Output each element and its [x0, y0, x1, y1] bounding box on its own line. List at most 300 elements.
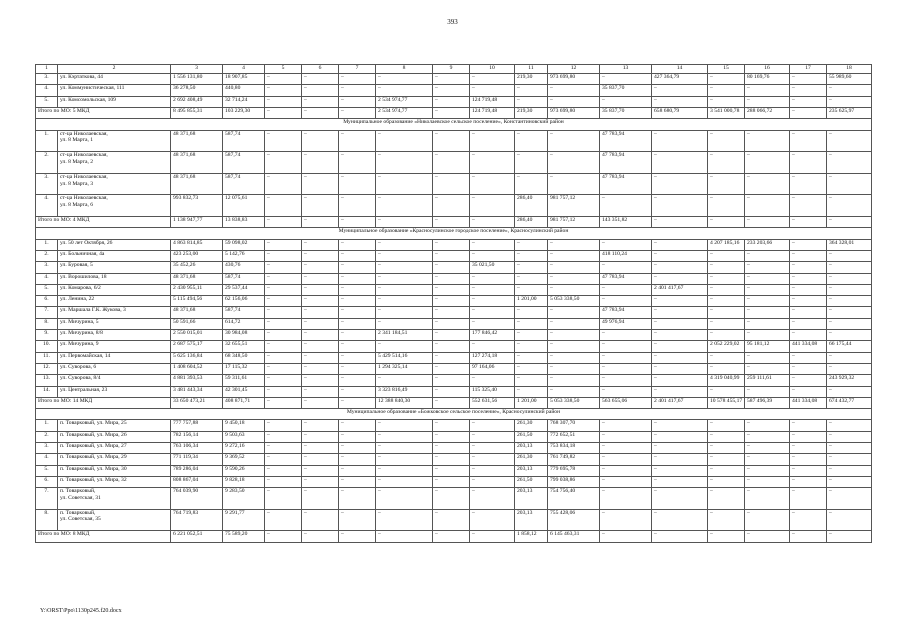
- value-cell: 3 481 443,34: [171, 386, 223, 397]
- value-cell: 779 695,78: [548, 465, 600, 476]
- value-cell: –: [745, 262, 790, 273]
- value-cell: –: [708, 195, 745, 217]
- address-cell: ул. Буровая, 5: [58, 262, 171, 273]
- row-number-cell: 7.: [36, 307, 58, 318]
- value-cell: –: [827, 531, 872, 542]
- value-cell: 219,30: [515, 74, 548, 85]
- table-row: [36, 296, 872, 307]
- value-cell: –: [708, 476, 745, 487]
- value-cell: –: [265, 152, 302, 174]
- value-cell: –: [827, 152, 872, 174]
- value-cell: –: [265, 74, 302, 85]
- value-cell: –: [265, 420, 302, 431]
- value-cell: –: [339, 386, 376, 397]
- value-cell: –: [339, 363, 376, 374]
- value-cell: –: [745, 420, 790, 431]
- value-cell: –: [652, 476, 708, 487]
- address-cell: п. Товарковый, ул. Мира, 26: [58, 431, 171, 442]
- value-cell: 441 334,08: [790, 341, 827, 352]
- value-cell: –: [548, 130, 600, 152]
- address-cell: п. Товарковый, ул. Мира, 27: [58, 442, 171, 453]
- value-cell: 614,72: [223, 318, 265, 329]
- value-cell: –: [652, 239, 708, 250]
- value-cell: –: [745, 195, 790, 217]
- value-cell: –: [790, 284, 827, 295]
- value-cell: –: [652, 488, 708, 510]
- value-cell: –: [302, 431, 339, 442]
- column-number-cell: 15: [708, 65, 745, 74]
- value-cell: –: [376, 454, 433, 465]
- value-cell: –: [745, 85, 790, 96]
- value-cell: –: [433, 284, 470, 295]
- value-cell: –: [708, 442, 745, 453]
- row-number-cell: 4.: [36, 454, 58, 465]
- value-cell: –: [652, 85, 708, 96]
- value-cell: 763 106,34: [171, 442, 223, 453]
- value-cell: –: [652, 217, 708, 228]
- row-number-cell: 11.: [36, 352, 58, 363]
- row-number-cell: 3.: [36, 74, 58, 85]
- value-cell: –: [376, 488, 433, 510]
- value-cell: –: [433, 85, 470, 96]
- value-cell: –: [302, 85, 339, 96]
- value-cell: –: [376, 341, 433, 352]
- value-cell: –: [790, 420, 827, 431]
- value-cell: –: [433, 352, 470, 363]
- value-cell: 1 201,00: [515, 397, 548, 408]
- table-row: [36, 195, 872, 217]
- value-cell: –: [745, 130, 790, 152]
- value-cell: –: [265, 318, 302, 329]
- value-cell: –: [548, 375, 600, 386]
- column-number-cell: 6: [302, 65, 339, 74]
- table-row: [36, 239, 872, 250]
- value-cell: –: [470, 152, 515, 174]
- value-cell: –: [265, 96, 302, 107]
- value-cell: 286,40: [515, 195, 548, 217]
- value-cell: –: [265, 363, 302, 374]
- value-cell: –: [708, 420, 745, 431]
- value-cell: 48 371,68: [171, 173, 223, 195]
- value-cell: 658 680,79: [652, 108, 708, 119]
- value-cell: –: [470, 130, 515, 152]
- value-cell: –: [708, 273, 745, 284]
- value-cell: –: [827, 476, 872, 487]
- value-cell: –: [548, 85, 600, 96]
- value-cell: –: [470, 85, 515, 96]
- value-cell: 95 181,12: [745, 341, 790, 352]
- value-cell: –: [548, 152, 600, 174]
- value-cell: –: [827, 352, 872, 363]
- value-cell: –: [376, 273, 433, 284]
- value-cell: –: [470, 250, 515, 261]
- value-cell: 203,13: [515, 488, 548, 510]
- value-cell: –: [339, 318, 376, 329]
- value-cell: –: [265, 454, 302, 465]
- address-cell: ул. Коммунистическая, 111: [58, 85, 171, 96]
- value-cell: 2 430 955,11: [171, 284, 223, 295]
- value-cell: –: [376, 152, 433, 174]
- value-cell: 10 578 455,17: [708, 397, 745, 408]
- column-number-cell: 11: [515, 65, 548, 74]
- value-cell: –: [433, 375, 470, 386]
- value-cell: –: [652, 531, 708, 542]
- value-cell: –: [339, 420, 376, 431]
- value-cell: –: [827, 130, 872, 152]
- value-cell: –: [708, 330, 745, 341]
- column-number-cell: 7: [339, 65, 376, 74]
- address-cell: ул. Кэртаткова, 44: [58, 74, 171, 85]
- value-cell: –: [652, 509, 708, 531]
- value-cell: –: [600, 284, 652, 295]
- value-cell: 587,74: [223, 273, 265, 284]
- value-cell: –: [433, 397, 470, 408]
- value-cell: –: [302, 296, 339, 307]
- section-heading: Муниципальное образование «Николаевское сельское поселение», Константиновский район: [36, 119, 872, 130]
- value-cell: –: [652, 352, 708, 363]
- row-number-cell: 5.: [36, 96, 58, 107]
- value-cell: –: [515, 250, 548, 261]
- value-cell: –: [652, 330, 708, 341]
- value-cell: –: [339, 330, 376, 341]
- table-row: [36, 330, 872, 341]
- value-cell: –: [652, 454, 708, 465]
- value-cell: –: [827, 195, 872, 217]
- value-cell: –: [745, 442, 790, 453]
- value-cell: –: [265, 509, 302, 531]
- value-cell: –: [515, 262, 548, 273]
- value-cell: –: [515, 284, 548, 295]
- table-row: [36, 262, 872, 273]
- value-cell: 35 837,70: [600, 85, 652, 96]
- value-cell: –: [745, 173, 790, 195]
- value-cell: –: [376, 262, 433, 273]
- value-cell: –: [708, 363, 745, 374]
- value-cell: –: [652, 318, 708, 329]
- value-cell: –: [600, 420, 652, 431]
- value-cell: –: [652, 262, 708, 273]
- value-cell: 143 351,82: [600, 217, 652, 228]
- value-cell: –: [433, 296, 470, 307]
- value-cell: –: [470, 284, 515, 295]
- column-number-cell: 2: [58, 65, 171, 74]
- value-cell: –: [339, 173, 376, 195]
- value-cell: –: [339, 352, 376, 363]
- value-cell: 552 631,56: [470, 397, 515, 408]
- value-cell: –: [433, 273, 470, 284]
- value-cell: –: [470, 420, 515, 431]
- row-number-cell: 3.: [36, 262, 58, 273]
- column-number-cell: 10: [470, 65, 515, 74]
- value-cell: –: [302, 442, 339, 453]
- value-cell: –: [376, 465, 433, 476]
- value-cell: 6 145 463,31: [548, 531, 600, 542]
- row-number-cell: 9.: [36, 330, 58, 341]
- value-cell: –: [339, 108, 376, 119]
- value-cell: –: [790, 173, 827, 195]
- value-cell: 59 098,02: [223, 239, 265, 250]
- value-cell: –: [745, 431, 790, 442]
- value-cell: –: [470, 74, 515, 85]
- value-cell: –: [376, 509, 433, 531]
- value-cell: –: [548, 363, 600, 374]
- value-cell: 29 537,44: [223, 284, 265, 295]
- row-number-cell: 4.: [36, 85, 58, 96]
- address-cell: ул. Маршала Г.К. Жукова, 3: [58, 307, 171, 318]
- row-number-cell: 8.: [36, 318, 58, 329]
- table-row: [36, 375, 872, 386]
- value-cell: –: [302, 363, 339, 374]
- value-cell: –: [745, 330, 790, 341]
- address-cell: ул. Мичурина, 9: [58, 341, 171, 352]
- value-cell: –: [302, 250, 339, 261]
- total-label-cell: Итого по МО: 14 МКД: [36, 397, 171, 408]
- value-cell: –: [600, 352, 652, 363]
- value-cell: 2 692 408,49: [171, 96, 223, 107]
- row-number-cell: 2.: [36, 250, 58, 261]
- value-cell: –: [470, 173, 515, 195]
- value-cell: –: [339, 465, 376, 476]
- value-cell: –: [790, 318, 827, 329]
- section-heading: Муниципальное образование «Божковское сельское поселение», Красносулинский район: [36, 409, 872, 420]
- column-number-cell: 4: [223, 65, 265, 74]
- section-heading-row: [36, 119, 872, 130]
- address-cell: п. Товарковый, ул. Мира, 32: [58, 476, 171, 487]
- value-cell: 2 401 417,67: [652, 397, 708, 408]
- value-cell: –: [515, 386, 548, 397]
- value-cell: –: [652, 465, 708, 476]
- value-cell: –: [433, 195, 470, 217]
- value-cell: –: [470, 465, 515, 476]
- value-cell: –: [548, 284, 600, 295]
- value-cell: –: [433, 531, 470, 542]
- value-cell: 761 749,82: [548, 454, 600, 465]
- value-cell: –: [302, 217, 339, 228]
- row-number-cell: 6.: [36, 476, 58, 487]
- table-row: [36, 152, 872, 174]
- value-cell: –: [745, 386, 790, 397]
- value-cell: –: [339, 217, 376, 228]
- value-cell: –: [827, 307, 872, 318]
- value-cell: –: [745, 318, 790, 329]
- value-cell: 674 432,77: [827, 397, 872, 408]
- value-cell: –: [652, 195, 708, 217]
- value-cell: –: [433, 152, 470, 174]
- value-cell: –: [433, 307, 470, 318]
- value-cell: –: [433, 454, 470, 465]
- value-cell: –: [790, 442, 827, 453]
- value-cell: –: [339, 152, 376, 174]
- value-cell: –: [470, 307, 515, 318]
- value-cell: –: [827, 363, 872, 374]
- value-cell: 124 719,48: [470, 96, 515, 107]
- value-cell: –: [339, 250, 376, 261]
- value-cell: –: [433, 96, 470, 107]
- value-cell: –: [302, 330, 339, 341]
- column-number-cell: 17: [790, 65, 827, 74]
- value-cell: –: [339, 195, 376, 217]
- column-number-cell: 14: [652, 65, 708, 74]
- value-cell: –: [515, 85, 548, 96]
- value-cell: –: [339, 375, 376, 386]
- value-cell: –: [265, 386, 302, 397]
- value-cell: –: [745, 363, 790, 374]
- value-cell: 981 757,12: [548, 217, 600, 228]
- value-cell: –: [470, 217, 515, 228]
- value-cell: –: [302, 195, 339, 217]
- value-cell: 12 388 840,30: [376, 397, 433, 408]
- value-cell: 2 534 974,77: [376, 96, 433, 107]
- value-cell: 777 757,88: [171, 420, 223, 431]
- table-row: [36, 476, 872, 487]
- table-row: [36, 352, 872, 363]
- value-cell: –: [652, 96, 708, 107]
- value-cell: –: [515, 273, 548, 284]
- section-heading-row: [36, 228, 872, 239]
- value-cell: 2 341 184,51: [376, 330, 433, 341]
- value-cell: –: [708, 509, 745, 531]
- row-number-cell: 14.: [36, 386, 58, 397]
- value-cell: –: [652, 442, 708, 453]
- value-cell: –: [515, 341, 548, 352]
- value-cell: –: [302, 307, 339, 318]
- value-cell: 587 496,39: [745, 397, 790, 408]
- row-number-cell: 3.: [36, 442, 58, 453]
- value-cell: 80 169,76: [745, 74, 790, 85]
- value-cell: –: [708, 386, 745, 397]
- value-cell: –: [470, 239, 515, 250]
- value-cell: –: [265, 476, 302, 487]
- value-cell: –: [433, 431, 470, 442]
- value-cell: –: [265, 262, 302, 273]
- value-cell: –: [302, 352, 339, 363]
- table-row: [36, 307, 872, 318]
- address-cell: ул. Суворова, 6: [58, 363, 171, 374]
- total-row: [36, 531, 872, 542]
- row-number-cell: 12.: [36, 363, 58, 374]
- value-cell: 48 371,68: [171, 130, 223, 152]
- value-cell: –: [827, 96, 872, 107]
- value-cell: 5 142,76: [223, 250, 265, 261]
- address-cell: ст-ца Николаевская, ул. 8 Марта, 3: [58, 173, 171, 195]
- value-cell: –: [745, 96, 790, 107]
- address-cell: ул. Ленина, 22: [58, 296, 171, 307]
- value-cell: –: [302, 375, 339, 386]
- value-cell: –: [339, 74, 376, 85]
- value-cell: 261,50: [515, 476, 548, 487]
- value-cell: 772 652,51: [548, 431, 600, 442]
- column-number-cell: 8: [376, 65, 433, 74]
- value-cell: –: [433, 108, 470, 119]
- value-cell: –: [708, 284, 745, 295]
- value-cell: –: [708, 262, 745, 273]
- value-cell: –: [745, 250, 790, 261]
- value-cell: 8 495 855,31: [171, 108, 223, 119]
- value-cell: 2 534 974,77: [376, 108, 433, 119]
- value-cell: 6 221 052,51: [171, 531, 223, 542]
- value-cell: 48 371,68: [171, 152, 223, 174]
- value-cell: –: [302, 173, 339, 195]
- total-row: [36, 397, 872, 408]
- value-cell: –: [339, 476, 376, 487]
- header-row: [36, 65, 872, 74]
- value-cell: –: [652, 386, 708, 397]
- value-cell: 36 278,50: [171, 85, 223, 96]
- value-cell: –: [600, 363, 652, 374]
- value-cell: 286,40: [515, 217, 548, 228]
- value-cell: 755 428,06: [548, 509, 600, 531]
- value-cell: –: [600, 239, 652, 250]
- value-cell: –: [827, 420, 872, 431]
- value-cell: 33 650 473,21: [171, 397, 223, 408]
- value-cell: –: [470, 318, 515, 329]
- value-cell: 5 053 338,50: [548, 397, 600, 408]
- value-cell: 587,74: [223, 152, 265, 174]
- value-cell: 1 408 604,52: [171, 363, 223, 374]
- table-row: [36, 454, 872, 465]
- value-cell: –: [790, 152, 827, 174]
- value-cell: –: [376, 420, 433, 431]
- value-cell: –: [827, 465, 872, 476]
- value-cell: 418 110,24: [600, 250, 652, 261]
- value-cell: –: [470, 273, 515, 284]
- value-cell: –: [339, 296, 376, 307]
- table-row: [36, 363, 872, 374]
- value-cell: –: [265, 85, 302, 96]
- value-cell: –: [339, 488, 376, 510]
- value-cell: 32 714,24: [223, 96, 265, 107]
- value-cell: –: [827, 273, 872, 284]
- value-cell: –: [600, 74, 652, 85]
- value-cell: –: [790, 454, 827, 465]
- value-cell: 30 984,08: [223, 330, 265, 341]
- value-cell: 233 203,66: [745, 239, 790, 250]
- row-number-cell: 4.: [36, 273, 58, 284]
- total-label-cell: Итого по МО: 5 МКД: [36, 108, 171, 119]
- value-cell: –: [600, 431, 652, 442]
- value-cell: –: [265, 352, 302, 363]
- value-cell: –: [376, 476, 433, 487]
- value-cell: –: [265, 284, 302, 295]
- value-cell: –: [470, 375, 515, 386]
- value-cell: 408 871,71: [223, 397, 265, 408]
- value-cell: 3 323 816,49: [376, 386, 433, 397]
- value-cell: –: [339, 341, 376, 352]
- value-cell: –: [790, 375, 827, 386]
- value-cell: 261,30: [515, 420, 548, 431]
- value-cell: 1 201,00: [515, 296, 548, 307]
- value-cell: –: [745, 296, 790, 307]
- value-cell: –: [339, 96, 376, 107]
- value-cell: –: [600, 195, 652, 217]
- column-number-cell: 3: [171, 65, 223, 74]
- value-cell: –: [790, 217, 827, 228]
- value-cell: –: [302, 488, 339, 510]
- value-cell: –: [433, 488, 470, 510]
- row-number-cell: 2.: [36, 431, 58, 442]
- value-cell: –: [548, 386, 600, 397]
- value-cell: –: [339, 442, 376, 453]
- value-cell: –: [302, 130, 339, 152]
- value-cell: –: [708, 454, 745, 465]
- table-row: [36, 96, 872, 107]
- table-row: [36, 130, 872, 152]
- value-cell: 5 053 338,50: [548, 296, 600, 307]
- value-cell: –: [376, 307, 433, 318]
- value-cell: 288 066,72: [745, 108, 790, 119]
- value-cell: –: [600, 454, 652, 465]
- value-cell: –: [433, 262, 470, 273]
